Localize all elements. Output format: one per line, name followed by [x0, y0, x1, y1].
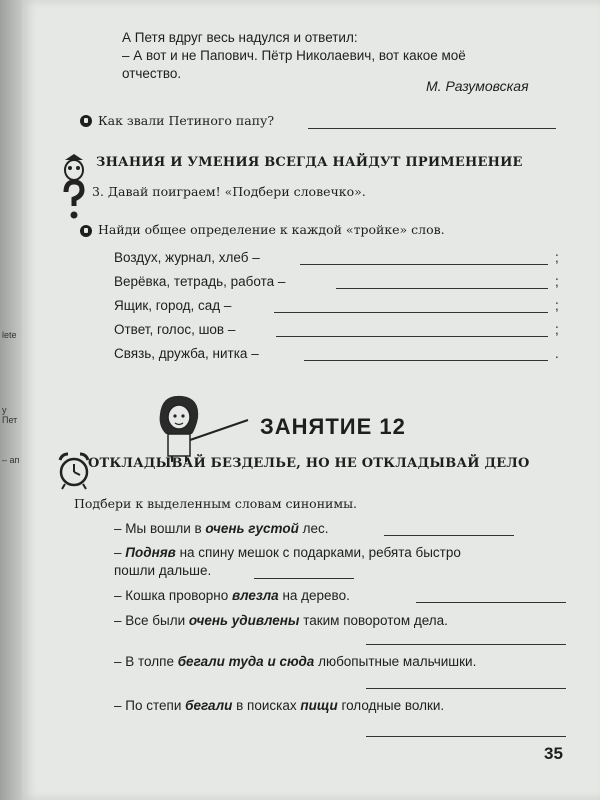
sentence: – Мы вошли в очень густой лес.: [114, 521, 329, 536]
answer-line[interactable]: [366, 688, 566, 689]
row-end-punct: ;: [555, 250, 559, 265]
lesson-title: ЗАНЯТИЕ 12: [260, 414, 406, 439]
story-line: А Петя вдруг весь надулся и ответил:: [122, 30, 358, 45]
sentence: – Кошка проворно влезла на дерево.: [114, 588, 350, 603]
sentence: – Все были очень удивлены таким поворотом дела.: [114, 613, 448, 628]
word-triplet: Верёвка, тетрадь, работа –: [114, 274, 286, 289]
answer-line[interactable]: [416, 602, 566, 603]
alarm-clock-icon: [56, 450, 92, 490]
answer-line[interactable]: [366, 644, 566, 645]
edge-mark: lete: [2, 330, 17, 340]
task-instruction: Подбери к выделенным словам синонимы.: [74, 496, 358, 511]
task-instruction: Найди общее определение к каждой «тройке» слов.: [98, 222, 445, 237]
sentence: – В толпе бегали туда и сюда любопытные мальчишки.: [114, 654, 477, 669]
sentence: – Подняв на спину мешок с подарками, ребята быстро: [114, 545, 461, 560]
pencil-bullet-icon: [80, 115, 92, 127]
row-end-punct: ;: [555, 322, 559, 337]
answer-line[interactable]: [276, 336, 548, 337]
book-spine-edge: [0, 0, 22, 800]
answer-line[interactable]: [254, 578, 354, 579]
answer-line[interactable]: [304, 360, 548, 361]
task-title: 3. Давай поиграем! «Подбери словечко».: [92, 184, 366, 199]
row-end-punct: ;: [555, 298, 559, 313]
sentence: – По степи бегали в поисках пищи голодные волки.: [114, 698, 445, 713]
edge-mark: у Пет: [2, 405, 18, 425]
owl-question-icon: [52, 152, 96, 222]
section-heading: ЗНАНИЯ И УМЕНИЯ ВСЕГДА НАЙДУТ ПРИМЕНЕНИЕ: [96, 155, 523, 170]
answer-line[interactable]: [308, 128, 556, 129]
word-triplet: Воздух, журнал, хлеб –: [114, 250, 260, 265]
workbook-page: [22, 0, 600, 800]
answer-line[interactable]: [366, 736, 566, 737]
row-end-punct: .: [555, 346, 559, 361]
edge-mark: – ап: [2, 455, 20, 465]
sentence-continuation: пошли дальше.: [114, 563, 212, 578]
word-triplet: Ответ, голос, шов –: [114, 322, 236, 337]
story-line: отчество.: [122, 66, 182, 81]
page-number: 35: [544, 744, 563, 763]
girl-with-pointer-icon: [152, 390, 252, 462]
row-end-punct: ;: [555, 274, 559, 289]
answer-line[interactable]: [384, 535, 514, 536]
word-triplet: Ящик, город, сад –: [114, 298, 232, 313]
story-line: – А вот и не Папович. Пётр Николаевич, вот какое моё: [122, 48, 466, 63]
pencil-bullet-icon: [80, 225, 92, 237]
question-text: Как звали Петиного папу?: [98, 113, 275, 128]
story-author: М. Разумовская: [426, 78, 529, 94]
answer-line[interactable]: [300, 264, 548, 265]
word-triplet: Связь, дружба, нитка –: [114, 346, 259, 361]
answer-line[interactable]: [274, 312, 548, 313]
answer-line[interactable]: [336, 288, 548, 289]
section-heading: ОТКЛАДЫВАЙ БЕЗДЕЛЬЕ, НО НЕ ОТКЛАДЫВАЙ ДЕЛО: [88, 456, 530, 471]
